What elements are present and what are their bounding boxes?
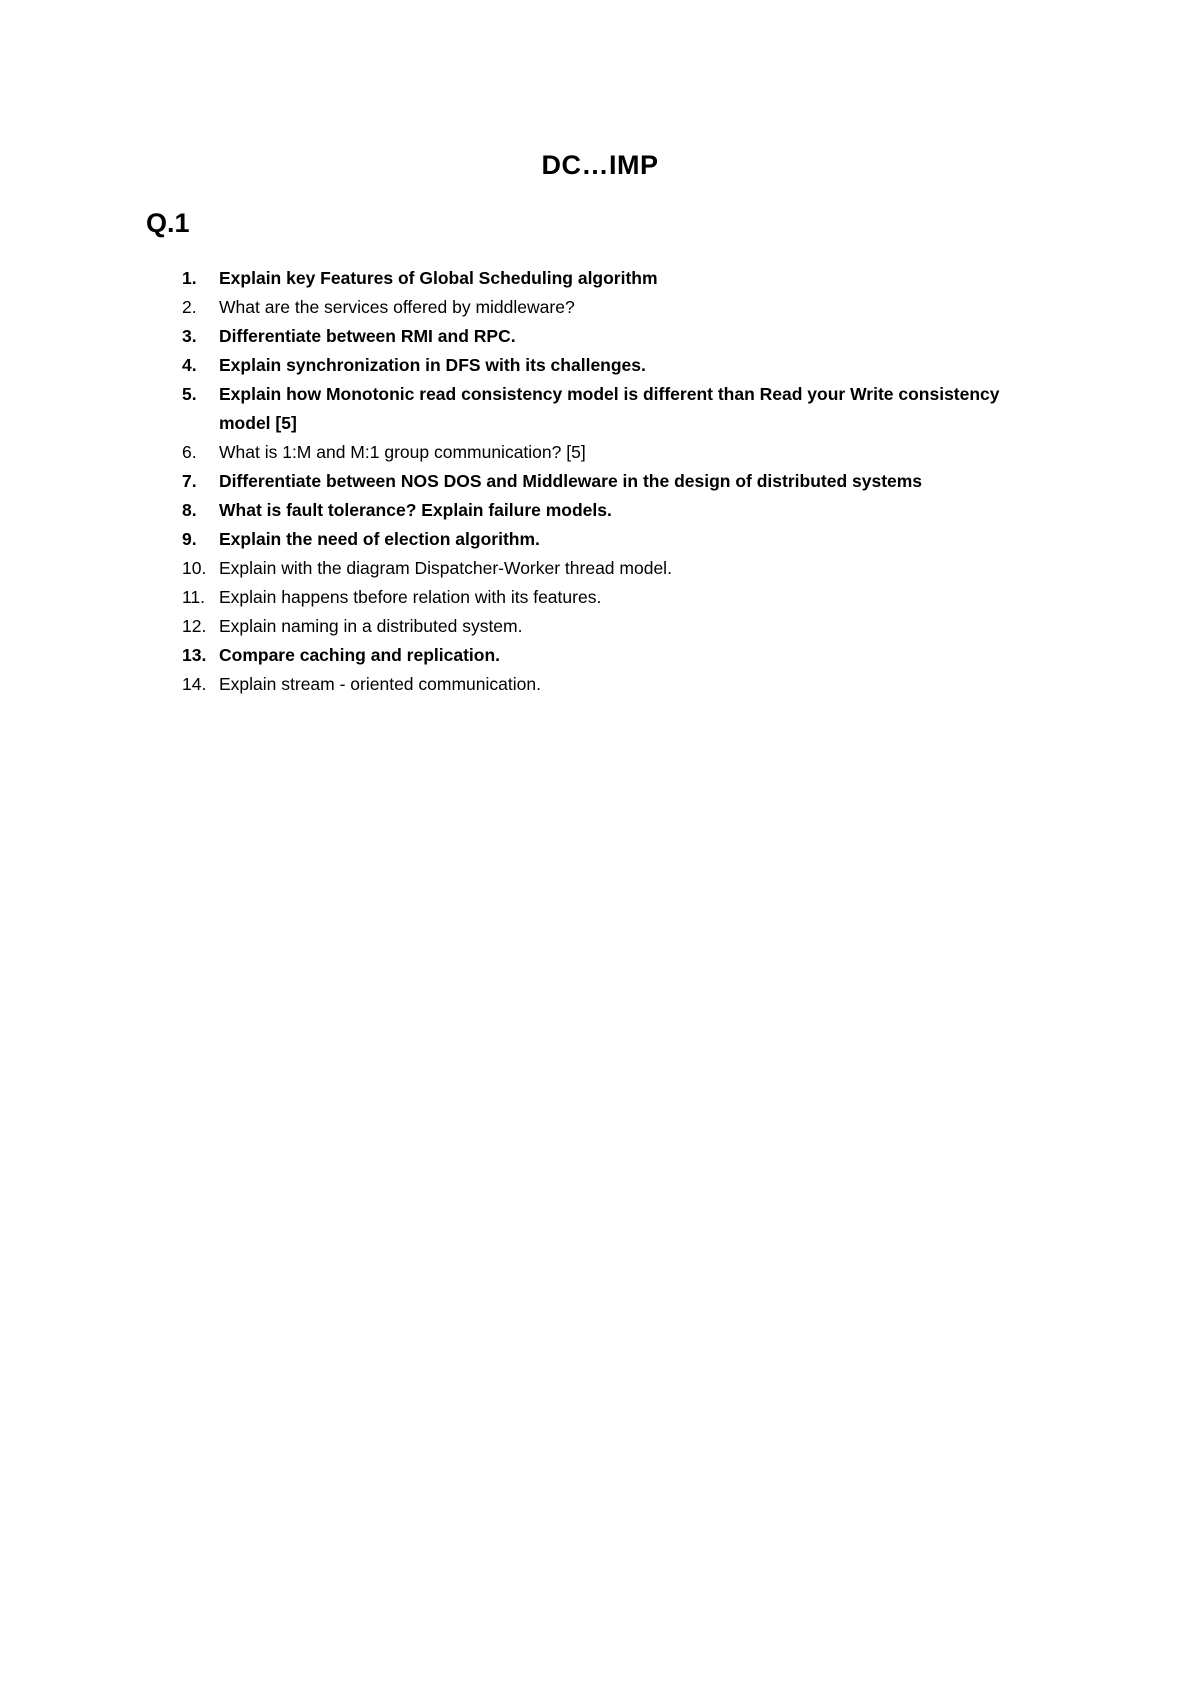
question-number: 1.: [182, 268, 197, 288]
question-number: 6.: [182, 442, 197, 462]
question-number: 4.: [182, 355, 197, 375]
question-item: [0, 322, 1019, 351]
question-item: [0, 438, 1019, 467]
question-text: Explain happens tbefore relation with its features.: [219, 587, 602, 607]
question-item: [0, 496, 1019, 525]
question-number: 13.: [182, 645, 207, 665]
question-number: 7.: [182, 471, 197, 491]
question-text: Explain stream - oriented communication.: [219, 674, 541, 694]
question-text: Explain key Features of Global Scheduling algorithm: [219, 268, 658, 288]
question-item: [0, 525, 1019, 554]
question-item: [0, 351, 1019, 380]
question-text: What are the services offered by middleware?: [219, 297, 575, 317]
section-heading: Q.1: [146, 208, 190, 238]
question-text: Explain naming in a distributed system.: [219, 616, 523, 636]
question-number: 8.: [182, 500, 197, 520]
question-number: 5.: [182, 384, 197, 404]
question-text: Compare caching and replication.: [219, 645, 501, 665]
question-number: 10.: [182, 558, 207, 578]
question-item: [0, 264, 1019, 293]
question-text: Explain how Monotonic read consistency model is different than Read your Write consistency model [5]: [219, 384, 1000, 433]
question-text: Differentiate between RMI and RPC.: [219, 326, 516, 346]
document-title: DC…IMP: [541, 150, 659, 180]
question-text: What is 1:M and M:1 group communication? [5]: [219, 442, 586, 462]
question-number: 12.: [182, 616, 207, 636]
question-list: [0, 264, 1200, 699]
question-number: 11.: [182, 587, 206, 607]
question-text: Explain synchronization in DFS with its challenges.: [219, 355, 646, 375]
question-item: [0, 380, 1019, 438]
question-item: [0, 293, 1019, 322]
question-number: 2.: [182, 297, 197, 317]
question-text: Differentiate between NOS DOS and Middleware in the design of distributed systems: [219, 471, 923, 491]
question-text: What is fault tolerance? Explain failure models.: [219, 500, 612, 520]
question-text: Explain with the diagram Dispatcher-Worker thread model.: [219, 558, 672, 578]
question-item: [0, 612, 1019, 641]
question-item: [0, 583, 1019, 612]
question-item: [0, 670, 1019, 699]
question-number: 9.: [182, 529, 197, 549]
question-item: [0, 554, 1019, 583]
question-item: [0, 641, 1019, 670]
question-text: Explain the need of election algorithm.: [219, 529, 540, 549]
question-number: 3.: [182, 326, 197, 346]
question-number: 14.: [182, 674, 207, 694]
question-item: [0, 467, 1019, 496]
